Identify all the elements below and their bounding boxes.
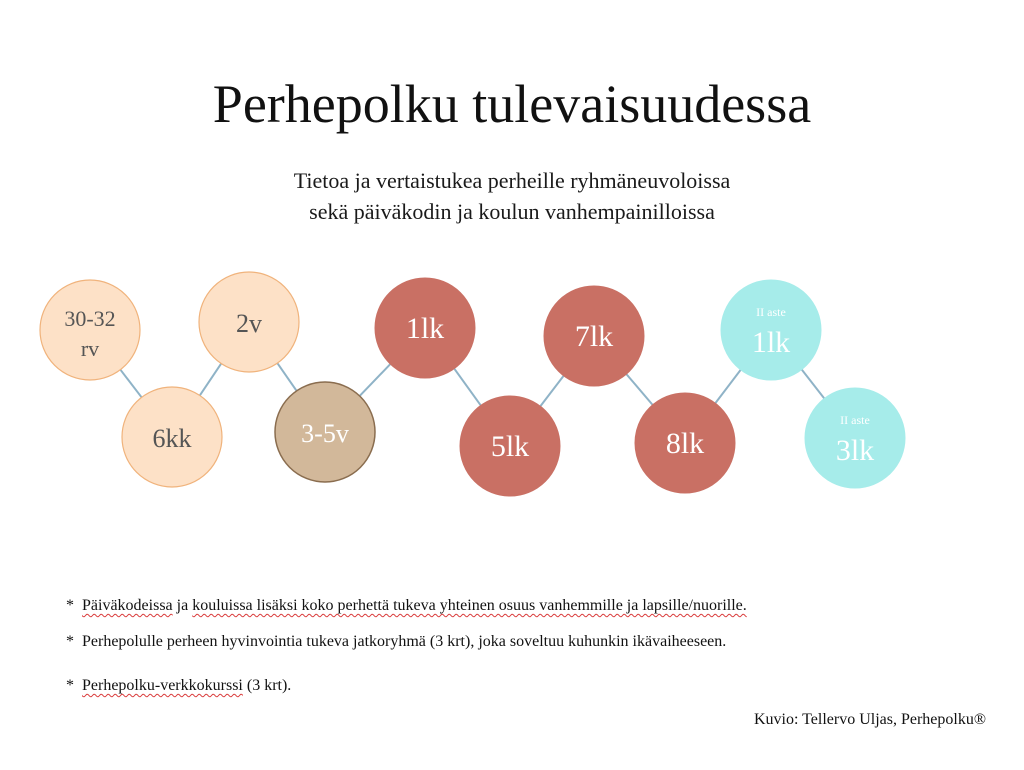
subtitle-line-2: sekä päiväkodin ja koulun vanhempainilloissa — [309, 199, 715, 224]
stage-node-label: 30-32 — [64, 306, 116, 331]
stage-node — [375, 278, 475, 378]
connector-line — [626, 374, 652, 405]
stage-node — [199, 272, 299, 372]
stage-node-sublabel: II aste — [756, 305, 786, 319]
stage-node-label: 6kk — [152, 424, 192, 453]
stage-nodes — [40, 272, 905, 496]
stage-node — [721, 280, 821, 380]
stage-node — [805, 388, 905, 488]
stage-node-label: 2v — [236, 309, 262, 338]
stage-node-label: 8lk — [665, 427, 705, 460]
stage-node-label: 1lk — [405, 312, 445, 345]
note-text: Perhepolku-verkkokurssi — [82, 677, 243, 694]
note-text: kouluissa lisäksi koko perhettä tukeva yhteinen osuus vanhemmille ja lapsille/nuorille. — [192, 597, 747, 614]
connector-line — [277, 363, 296, 391]
bullet-star: * — [66, 597, 74, 614]
stage-node-label: rv — [80, 336, 100, 361]
note-text: Päiväkodeissa — [82, 597, 173, 614]
stage-node — [275, 382, 375, 482]
stage-node-label: 1lk — [751, 326, 791, 359]
note-online-course — [66, 676, 291, 696]
connector-line — [802, 369, 825, 398]
connector-line — [715, 370, 740, 403]
connector-line — [360, 364, 391, 396]
stage-node-label: 3-5v — [301, 419, 349, 448]
connector-line — [454, 369, 481, 406]
note-text: (3 krt). — [242, 677, 292, 694]
note-text: ja — [172, 597, 193, 614]
connector-lines — [120, 363, 824, 406]
note-follow-up-group — [66, 632, 726, 652]
page-title: Perhepolku tulevaisuudessa — [212, 74, 812, 134]
connector-line — [540, 376, 563, 407]
note-daycare-school — [66, 596, 747, 616]
connector-line — [120, 370, 141, 398]
stage-node-sublabel: II aste — [840, 413, 870, 427]
connector-line — [200, 364, 221, 396]
note-text: Perhepolulle perheen hyvinvointia tukeva jatkoryhmä (3 krt), joka soveltuu kuhunkin ikävaiheeseen. — [82, 633, 727, 650]
stage-node — [122, 387, 222, 487]
bullet-star: * — [66, 677, 74, 694]
stage-node-label: 3lk — [835, 434, 875, 467]
stage-node — [40, 280, 140, 380]
stage-node — [544, 286, 644, 386]
stage-node — [460, 396, 560, 496]
stage-node-label: 5lk — [490, 430, 530, 463]
stage-node-label: 7lk — [574, 320, 614, 353]
figure-credit: Kuvio: Tellervo Uljas, Perhepolku® — [753, 711, 986, 728]
stage-node — [635, 393, 735, 493]
subtitle-line-1: Tietoa ja vertaistukea perheille ryhmäneuvoloissa — [293, 168, 731, 193]
bullet-star: * — [66, 633, 74, 650]
